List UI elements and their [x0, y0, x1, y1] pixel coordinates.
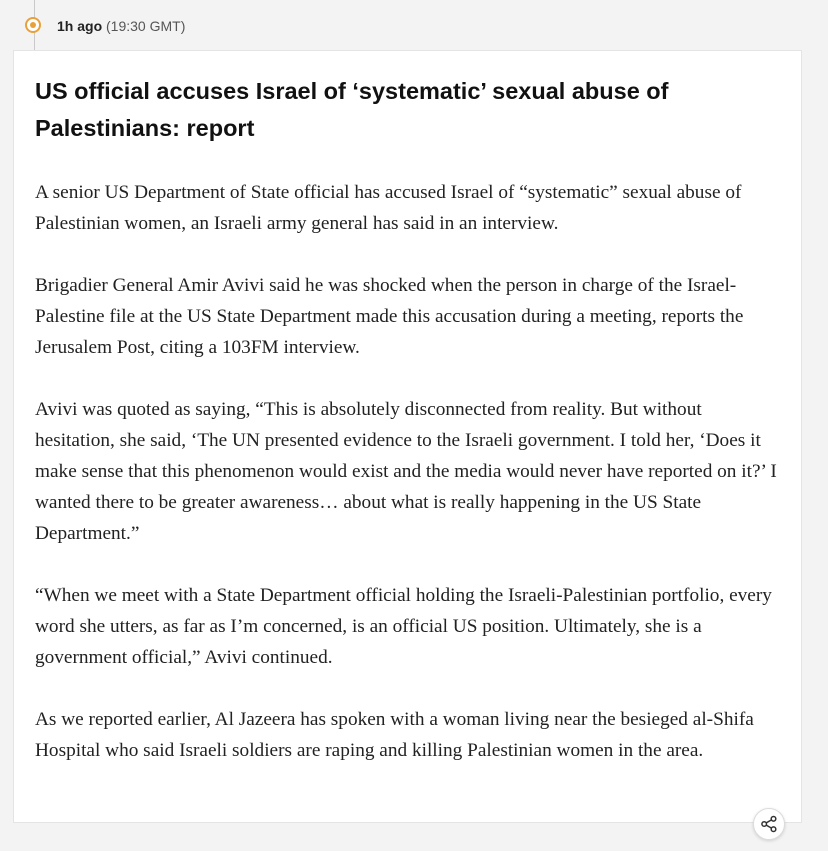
post-body	[35, 177, 785, 797]
timeline-dot-icon	[25, 17, 41, 33]
timestamp-relative: 1h ago	[57, 18, 103, 34]
timestamp-absolute: (19:30 GMT)	[106, 18, 186, 34]
post-paragraph: A senior US Department of State official has accused Israel of “systematic” sexual abuse of Palestinian women, an Israeli army general has said in an interview.	[35, 182, 742, 234]
post-paragraph: Brigadier General Amir Avivi said he was shocked when the person in charge of the Israel-Palestine file at the US State Department made this accusation during a meeting, reports the Jerusalem Post, citing a 103FM interview.	[35, 275, 744, 358]
post-paragraph: As we reported earlier, Al Jazeera has spoken with a woman living near the besieged al-Shifa Hospital who said Israeli soldiers are raping and killing Palestinian women in the area.	[35, 709, 754, 761]
post-timestamp	[57, 18, 185, 34]
post-paragraph: Avivi was quoted as saying, “This is absolutely disconnected from reality. But without hesitation, she said, ‘The UN presented evidence to the Israeli government. I told her, ‘Does it make sense that this phenomenon would exist and the media would never have reported on it?’ I wanted there to be greater awareness… about what is really happening in the US State Department.”	[35, 399, 777, 544]
post-paragraph: “When we meet with a State Department official holding the Israeli-Palestinian portfolio, every word she utters, as far as I’m concerned, is an official US position. Ultimately, she is a government official,” Avivi continued.	[35, 585, 772, 668]
share-button[interactable]	[753, 808, 785, 840]
share-icon	[760, 815, 778, 833]
live-update-card	[13, 50, 802, 823]
post-headline: US official accuses Israel of ‘systematic’ sexual abuse of Palestinians: report	[35, 78, 669, 141]
